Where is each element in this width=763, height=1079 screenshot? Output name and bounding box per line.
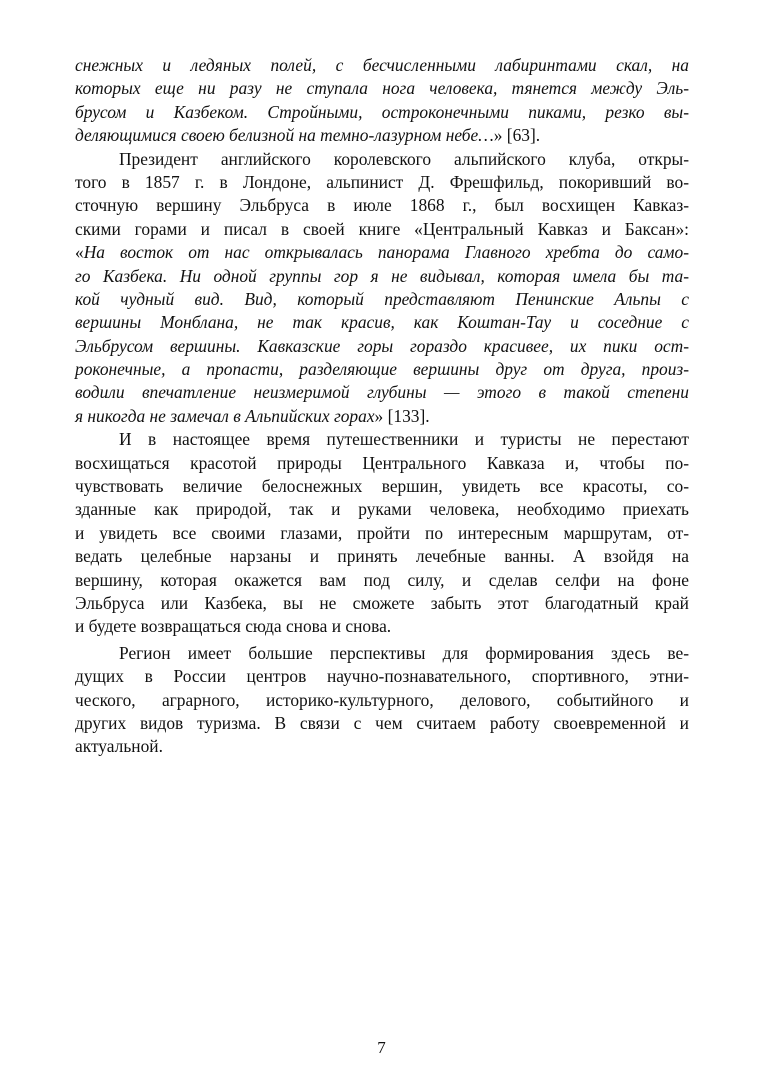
text-line: восхищаться красотой природы Центрального Кавказа и, чтобы по- [75, 452, 689, 473]
text-line: актуальной. [75, 736, 163, 757]
text-line: И в настоящее время путешественники и туристы не перестают [119, 429, 689, 450]
text-line: вершины Монблана, не так красив, как Коштан-Тау и соседние с [75, 312, 689, 333]
text-line: го Казбека. Ни одной группы гор я не видывал, которая имела бы та- [75, 265, 689, 286]
text-line: ведать целебные нарзаны и принять лечебные ванны. А взойдя на [75, 546, 689, 567]
text-line: деляющимися своею белизной на темно-лазурном небе…» [63]. [75, 125, 541, 146]
text-line: Эльбрусом вершины. Кавказские горы гораздо красивее, их пики ост- [75, 335, 689, 356]
text-line: других видов туризма. В связи с чем считаем работу своевременной и [75, 712, 689, 733]
page-number: 7 [377, 1038, 386, 1057]
text-line: зданные как природой, так и руками человека, необходимо приехать [75, 499, 689, 520]
paragraph-quote-continuation [75, 54, 689, 148]
text-line: и увидеть все своими глазами, пройти по интересным маршрутам, от- [75, 522, 689, 543]
text-line: которых еще ни разу не ступала нога человека, тянется между Эль- [75, 78, 689, 99]
text-line: водили впечатление неизмеримой глубины — этого в такой степени [75, 382, 689, 403]
text-line: дущих в России центров научно-познавательного, спортивного, этни- [75, 666, 689, 687]
text-line: и будете возвращаться сюда снова и снова. [75, 616, 392, 637]
text-line: я никогда не замечал в Альпийских горах» [133]. [75, 405, 430, 426]
text-line: Эльбруса или Казбека, вы не сможете забыть этот благодатный край [75, 592, 689, 613]
text-line: «На восток от нас открывалась панорама Главного хребта до само- [75, 242, 689, 263]
text-line: чувствовать величие белоснежных вершин, увидеть все красоты, со- [75, 476, 689, 497]
text-line: вершину, которая окажется вам под силу, и сделав селфи на фоне [75, 569, 689, 590]
paragraph-region [75, 642, 689, 759]
paragraph-freshfield [75, 148, 689, 429]
body-text [75, 54, 689, 759]
text-line: того в 1857 г. в Лондоне, альпинист Д. Фрешфильд, покоривший во- [75, 171, 689, 192]
paragraph-travelers [75, 428, 689, 639]
text-line: скими горами и писал в своей книге «Центральный Кавказ и Баксан»: [75, 218, 689, 239]
text-line: Президент английского королевского альпийского клуба, откры- [119, 148, 689, 169]
text-line: снежных и ледяных полей, с бесчисленными лабиринтами скал, на [75, 55, 689, 75]
text-line: роконечные, а пропасти, разделяющие вершины друг от друга, произ- [75, 359, 689, 380]
text-line: сточную вершину Эльбруса в июле 1868 г., был восхищен Кавказ- [75, 195, 689, 216]
text-line: ческого, аграрного, историко-культурного, делового, событийного и [75, 689, 689, 710]
text-line: кой чудный вид. Вид, который представляют Пенинские Альпы с [75, 288, 689, 309]
text-line: брусом и Казбеком. Стройными, остроконечными пиками, резко вы- [75, 101, 689, 122]
text-line: Регион имеет большие перспективы для формирования здесь ве- [119, 642, 689, 663]
